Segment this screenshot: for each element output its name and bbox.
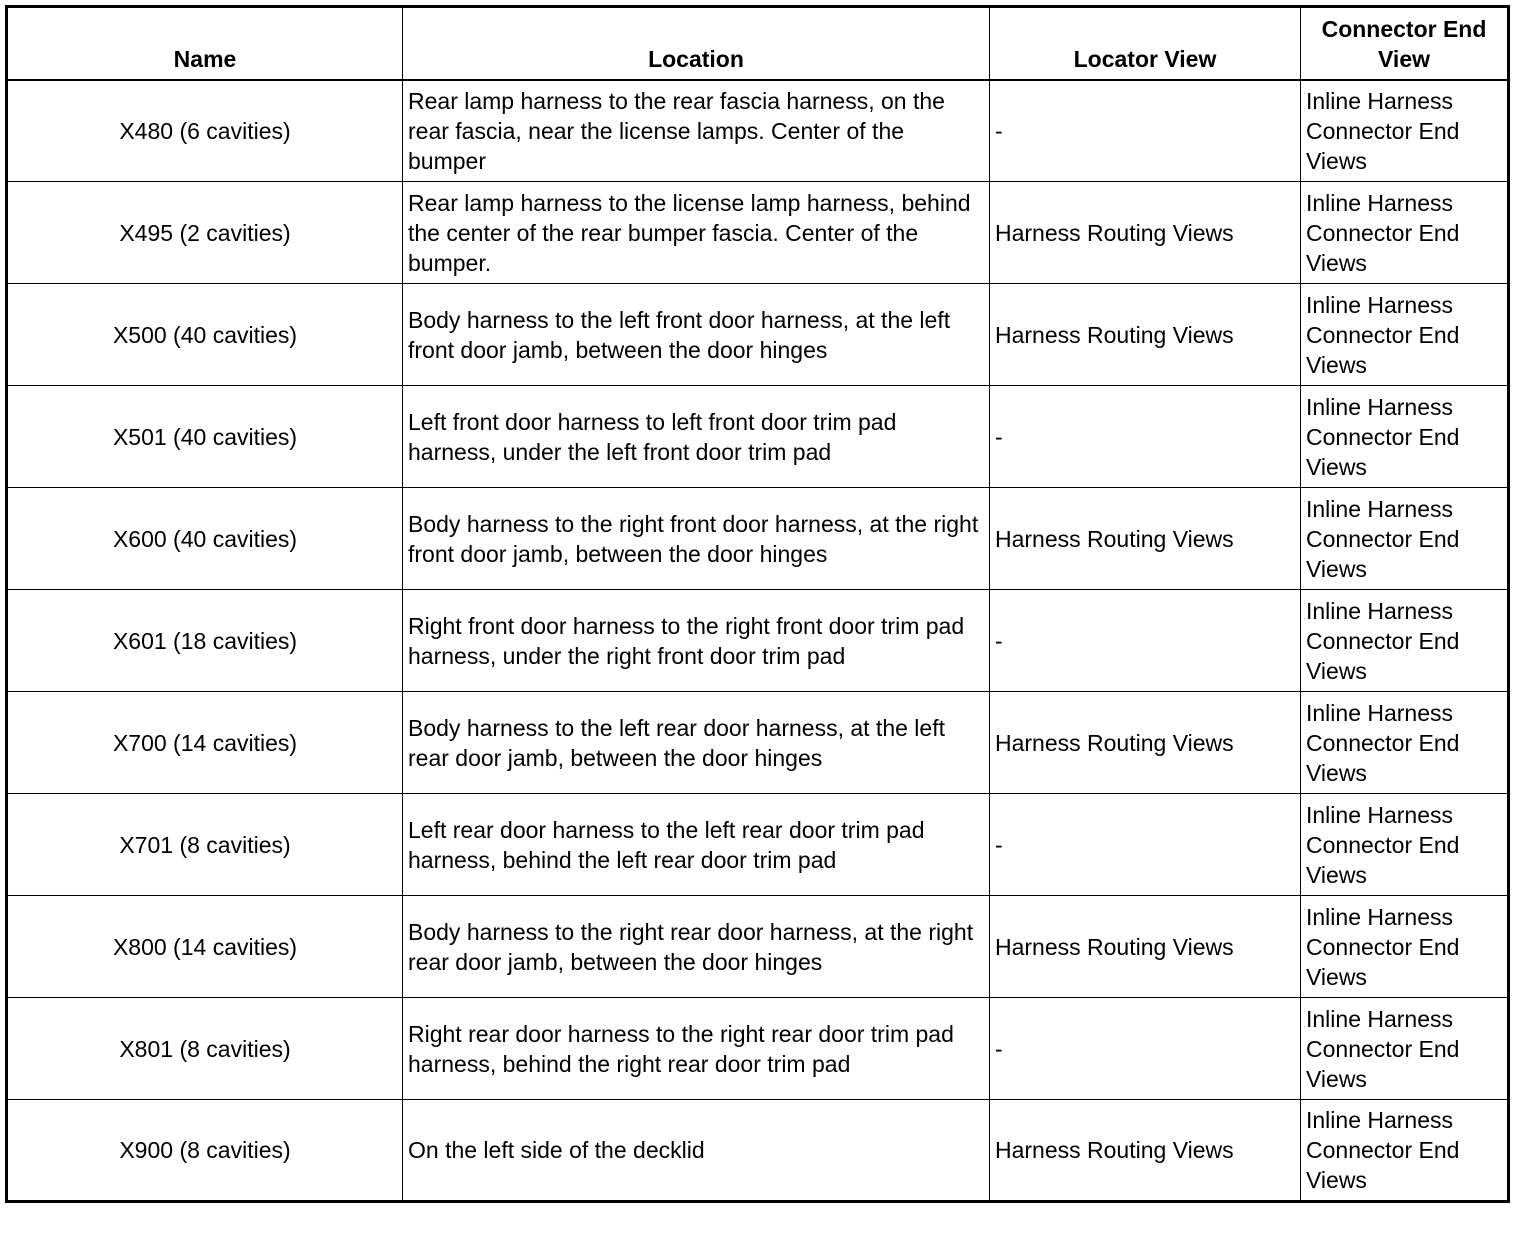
connector-end-view-cell: Inline Harness Connector End Views: [1301, 794, 1509, 896]
table-row: [7, 998, 1509, 1100]
header-location: Location: [403, 7, 990, 80]
location-cell: Body harness to the right front door harness, at the right front door jamb, between the door hinges: [403, 488, 990, 590]
connector-name-cell: X801 (8 cavities): [7, 998, 403, 1100]
header-row: [7, 7, 1509, 80]
connector-end-view-cell: Inline Harness Connector End Views: [1301, 386, 1509, 488]
table-row: [7, 1100, 1509, 1202]
connector-end-view-cell: Inline Harness Connector End Views: [1301, 284, 1509, 386]
locator-view-cell: Harness Routing Views: [990, 284, 1301, 386]
connector-name-cell: X501 (40 cavities): [7, 386, 403, 488]
connector-end-view-cell: Inline Harness Connector End Views: [1301, 488, 1509, 590]
locator-view-cell: Harness Routing Views: [990, 488, 1301, 590]
connector-name-cell: X700 (14 cavities): [7, 692, 403, 794]
locator-view-cell: -: [990, 998, 1301, 1100]
table-row: [7, 794, 1509, 896]
table-row: [7, 284, 1509, 386]
locator-view-cell: -: [990, 794, 1301, 896]
locator-view-cell: -: [990, 386, 1301, 488]
table-row: [7, 80, 1509, 182]
locator-view-cell: Harness Routing Views: [990, 1100, 1301, 1202]
connector-name-cell: X800 (14 cavities): [7, 896, 403, 998]
table-row: [7, 488, 1509, 590]
header-locator-view: Locator View: [990, 7, 1301, 80]
connector-end-view-cell: Inline Harness Connector End Views: [1301, 1100, 1509, 1202]
connector-end-view-cell: Inline Harness Connector End Views: [1301, 182, 1509, 284]
location-cell: Right rear door harness to the right rear door trim pad harness, behind the right rear door trim pad: [403, 998, 990, 1100]
locator-view-cell: -: [990, 80, 1301, 182]
locator-view-cell: Harness Routing Views: [990, 896, 1301, 998]
location-cell: Left front door harness to left front door trim pad harness, under the left front door trim pad: [403, 386, 990, 488]
connector-name-cell: X500 (40 cavities): [7, 284, 403, 386]
table-row: [7, 590, 1509, 692]
locator-view-cell: -: [990, 590, 1301, 692]
connector-end-view-cell: Inline Harness Connector End Views: [1301, 998, 1509, 1100]
connector-name-cell: X495 (2 cavities): [7, 182, 403, 284]
table-row: [7, 386, 1509, 488]
connector-end-view-cell: Inline Harness Connector End Views: [1301, 896, 1509, 998]
table-row: [7, 182, 1509, 284]
location-cell: Right front door harness to the right front door trim pad harness, under the right front door trim pad: [403, 590, 990, 692]
location-cell: Body harness to the left rear door harness, at the left rear door jamb, between the door hinges: [403, 692, 990, 794]
location-cell: Rear lamp harness to the license lamp harness, behind the center of the rear bumper fascia. Center of the bumper.: [403, 182, 990, 284]
connector-end-view-cell: Inline Harness Connector End Views: [1301, 692, 1509, 794]
location-cell: Left rear door harness to the left rear door trim pad harness, behind the left rear door trim pad: [403, 794, 990, 896]
connector-name-cell: X601 (18 cavities): [7, 590, 403, 692]
connector-name-cell: X480 (6 cavities): [7, 80, 403, 182]
connector-end-view-cell: Inline Harness Connector End Views: [1301, 590, 1509, 692]
connector-name-cell: X900 (8 cavities): [7, 1100, 403, 1202]
location-cell: Rear lamp harness to the rear fascia harness, on the rear fascia, near the license lamps. Center of the bumper: [403, 80, 990, 182]
location-cell: On the left side of the decklid: [403, 1100, 990, 1202]
locator-view-cell: Harness Routing Views: [990, 182, 1301, 284]
header-connector-end-view: Connector End View: [1301, 7, 1509, 80]
connector-end-view-cell: Inline Harness Connector End Views: [1301, 80, 1509, 182]
locator-view-cell: Harness Routing Views: [990, 692, 1301, 794]
table-body: [7, 80, 1509, 1202]
connector-table: [5, 5, 1510, 1203]
location-cell: Body harness to the left front door harness, at the left front door jamb, between the door hinges: [403, 284, 990, 386]
table-header: [7, 7, 1509, 80]
connector-name-cell: X600 (40 cavities): [7, 488, 403, 590]
table-row: [7, 896, 1509, 998]
header-name: Name: [7, 7, 403, 80]
location-cell: Body harness to the right rear door harness, at the right rear door jamb, between the door hinges: [403, 896, 990, 998]
connector-name-cell: X701 (8 cavities): [7, 794, 403, 896]
table-row: [7, 692, 1509, 794]
